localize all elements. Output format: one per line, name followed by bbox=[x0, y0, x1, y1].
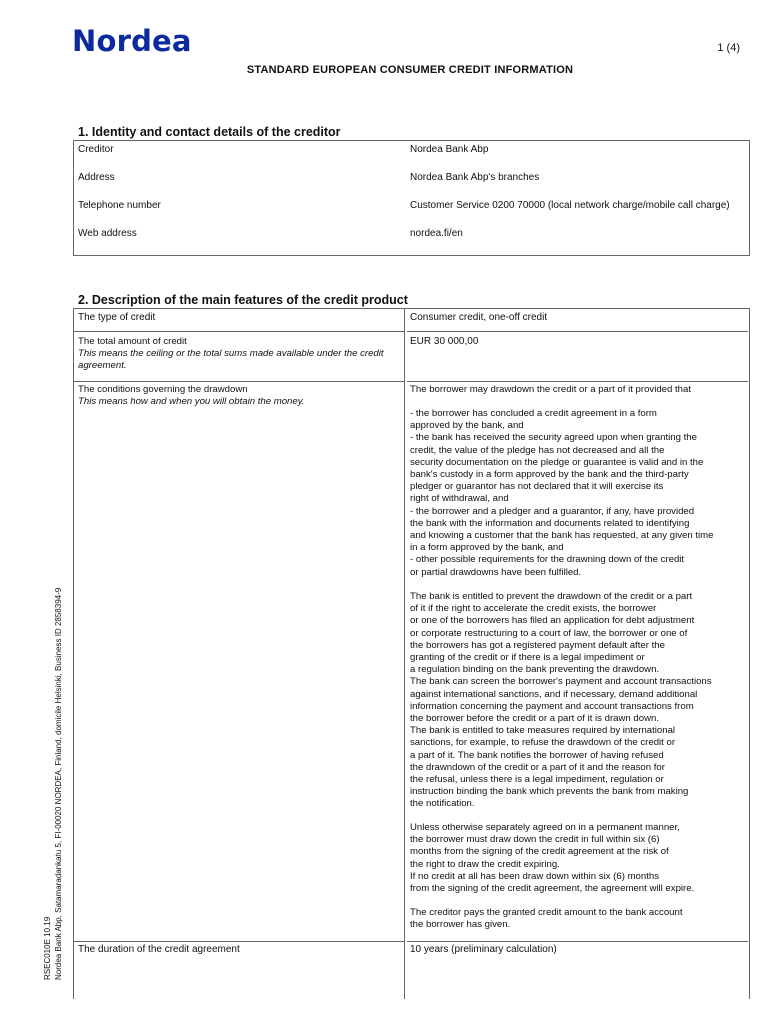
row-label: Address bbox=[78, 172, 115, 183]
row-label: The type of credit bbox=[78, 312, 156, 323]
conditions-bank-rights: The bank is entitled to prevent the drawdown of the credit or a part of it if the right to accelerate the credit exists, the borrower or one of the borrowers has filed an application for debt adjustment or corporate restructuring to a court of law, the borrower or one of the borrowers has got a registered payment default after the granting of the credit or if there is a legal impediment or a regulation binding on the bank preventing the drawdown. The bank can screen the borrower's payment and account transactions against international sanctions, and if necessary, demand additional information concerning the payment and account transactions from the borrower before the credit or a part of it is drawn down. The bank is entitled to take measures required by international sanctions, for example, to refuse the drawdown of the credit or a part of it. The bank notifies the borrower of having refused the drawndown of the credit or a part of it and the reason for the refusal, unless there is a legal impediment, regulation or instruction binding the bank which prevents the bank from making the notification. bbox=[410, 591, 712, 810]
row-value: nordea.fi/en bbox=[410, 228, 463, 239]
row-label-group bbox=[78, 336, 398, 373]
row-label: The total amount of credit bbox=[78, 336, 187, 347]
section1-table bbox=[73, 140, 750, 256]
row-label-group bbox=[78, 384, 398, 408]
divider bbox=[74, 331, 404, 332]
divider bbox=[74, 381, 404, 382]
row-label: Web address bbox=[78, 228, 137, 239]
row-value: Customer Service 0200 70000 (local network charge/mobile call charge) bbox=[410, 200, 730, 211]
row-value: Consumer credit, one-off credit bbox=[410, 312, 548, 323]
section1-heading: 1. Identity and contact details of the creditor bbox=[78, 125, 341, 139]
divider bbox=[407, 941, 748, 942]
document-title: STANDARD EUROPEAN CONSUMER CREDIT INFORMATION bbox=[246, 64, 574, 76]
divider bbox=[407, 331, 748, 332]
company-info: Nordea Bank Abp, Satamaradankatu 5, FI-00020 NORDEA, Finland, domicile Helsinki, Business ID 2858394-9 bbox=[54, 587, 63, 980]
conditions-requirements: - the borrower has concluded a credit agreement in a form approved by the bank, and - the bank has received the security agreed upon when granting the credit, the value of the pledge has not decreased and all the security documentation on the pledge or guarantee is valid and in the bank's custody in a form approved by the bank and the third-party pledger or guarantor has not declared that it will exercise its right of withdrawal, and - the borrower and a pledger and a guarantor, if any, have provided the bank with the information and documents related to identifying and knowing a customer that the bank has requested, at any given time in a form approved by the bank, and - other possible requirements for the drawning down of the credit or partial drawdowns have been fulfilled. bbox=[410, 408, 714, 578]
conditions-payment: The creditor pays the granted credit amount to the bank account the borrower has given. bbox=[410, 907, 683, 931]
divider bbox=[74, 941, 404, 942]
section2-table bbox=[73, 308, 750, 999]
side-margin-text bbox=[42, 588, 64, 980]
section2-heading: 2. Description of the main features of the credit product bbox=[78, 293, 408, 307]
conditions-drawdown-period: Unless otherwise separately agreed on in a permanent manner, the borrower must draw down the credit in full within six (6) months from the signing of the credit agreement at the risk of the right to draw the credit expiring. If no credit at all has been draw down within six (6) months from the signing of the credit agreement, the agreement will expire. bbox=[410, 822, 695, 895]
row-note: This means the ceiling or the total sums made available under the credit agreement. bbox=[78, 348, 384, 372]
row-label: The conditions governing the drawdown bbox=[78, 384, 248, 395]
row-value: Nordea Bank Abp's branches bbox=[410, 172, 540, 183]
nordea-logo: Nordea bbox=[72, 24, 192, 58]
column-divider bbox=[404, 309, 405, 999]
row-value: Nordea Bank Abp bbox=[410, 144, 489, 155]
row-value: The borrower may drawdown the credit or a part of it provided that bbox=[410, 384, 692, 395]
row-value: EUR 30 000,00 bbox=[410, 336, 479, 347]
row-label: Telephone number bbox=[78, 200, 161, 211]
divider bbox=[407, 381, 748, 382]
row-label: The duration of the credit agreement bbox=[78, 944, 240, 955]
page-number: 1 (4) bbox=[717, 42, 740, 54]
row-note: This means how and when you will obtain the money. bbox=[78, 396, 305, 408]
row-label: Creditor bbox=[78, 144, 114, 155]
form-code: RSEC010E 10.19 bbox=[43, 916, 52, 980]
row-value: 10 years (preliminary calculation) bbox=[410, 944, 557, 955]
